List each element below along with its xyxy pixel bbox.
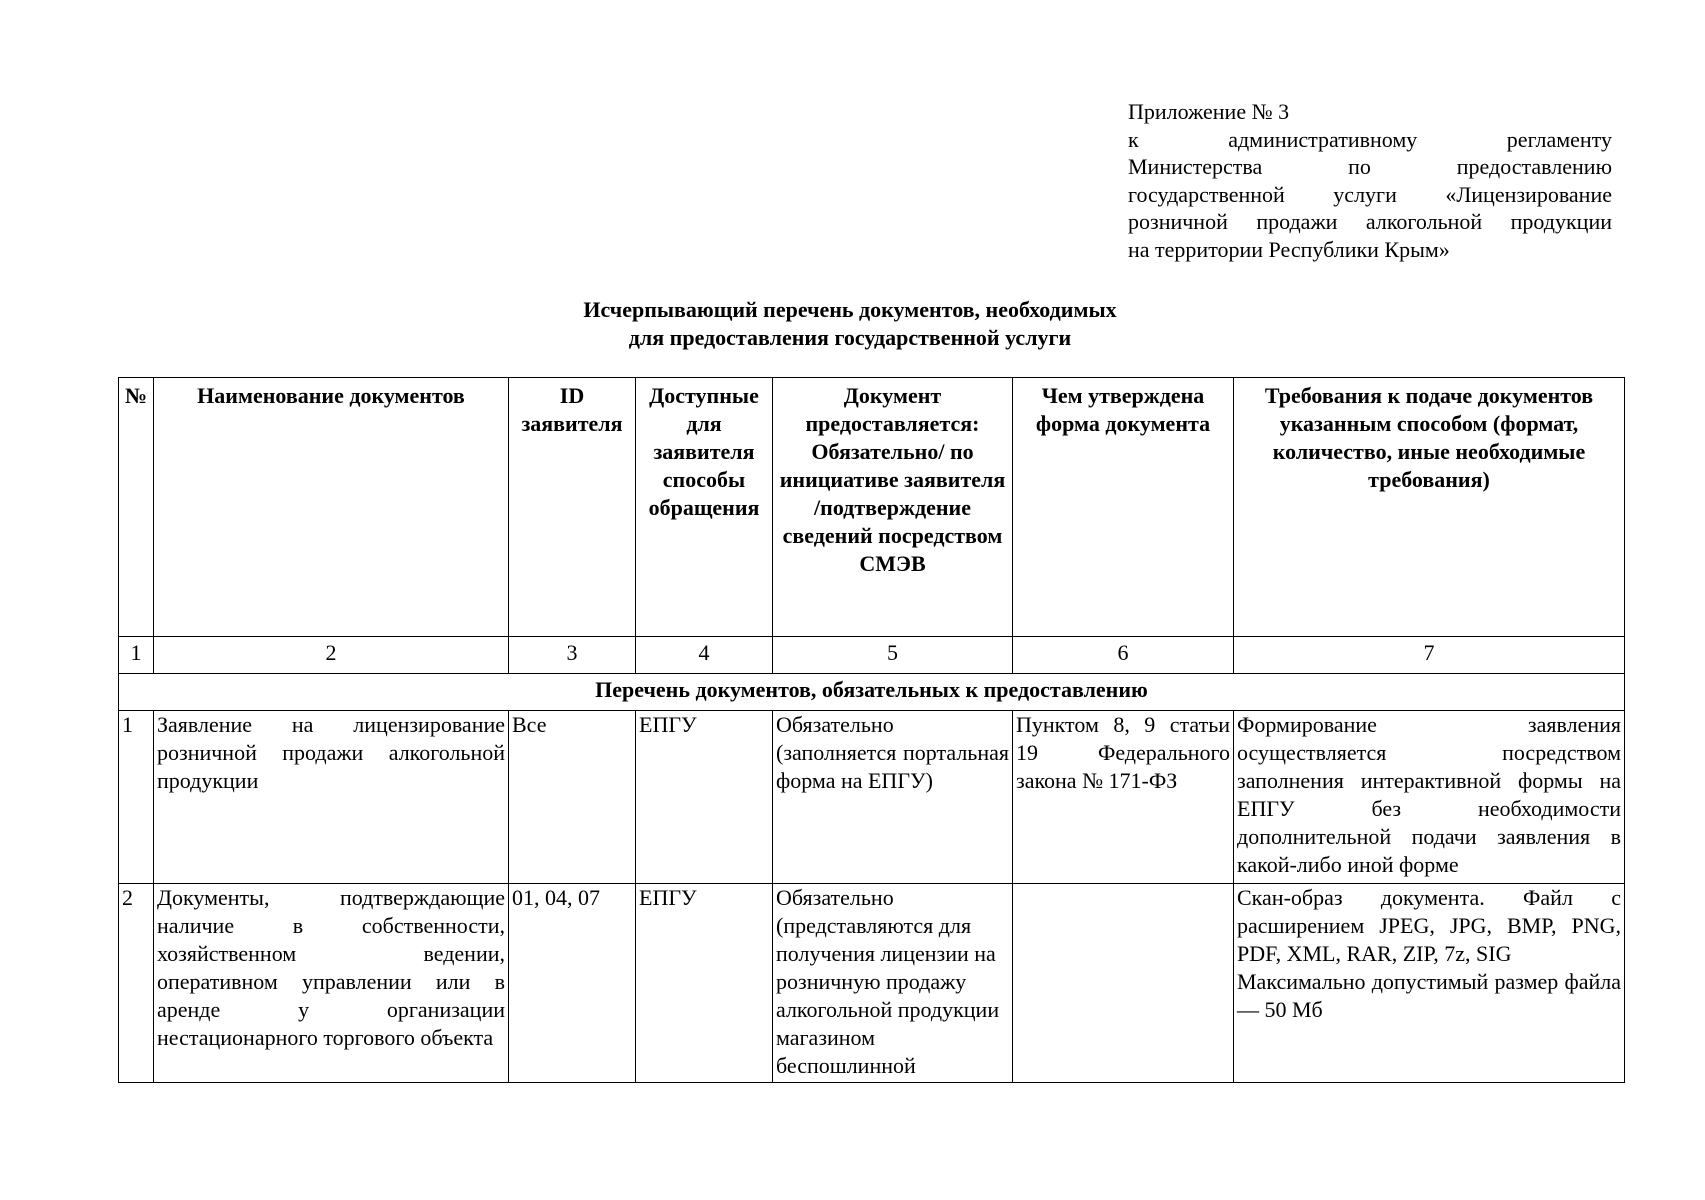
row-provision: Обязательно (заполняется портальная форма на ЕПГУ) [773,711,1013,884]
document-title [400,296,1300,352]
section-header-row [119,674,1625,711]
column-number: 2 [154,637,509,674]
row-channels: ЕПГУ [636,884,773,1083]
documents-table [118,377,1625,1083]
row-provision: Обязательно (представляются для получения лицензии на розничную продажу алкогольной продукции магазином беспошлинной [773,884,1013,1083]
column-number: 4 [636,637,773,674]
requirements-line: Максимально допустимый размер файла — 50 Мб [1237,969,1621,1022]
column-number: 6 [1013,637,1234,674]
row-form-basis: Пунктом 8, 9 статьи 19 Федерального закона № 171-ФЗ [1013,711,1234,884]
row-requirements: Формирование заявления осуществляется посредством заполнения интерактивной формы на ЕПГУ без необходимости дополнительной подачи заявления в какой-либо иной форме [1234,711,1625,884]
appendix-line: государственной услуги «Лицензирование [1128,181,1612,207]
appendix-line: к административному регламенту [1128,126,1612,152]
row-applicant-id: 01, 04, 07 [509,884,636,1083]
appendix-line: на территории Республики Крым» [1128,236,1450,262]
table-row [119,884,1625,1083]
header-cell-form-basis: Чем утверждена форма документа [1013,378,1234,637]
row-channels: ЕПГУ [636,711,773,884]
requirements-line: Скан-образ документа. Файл с расширением JPEG, JPG, BMP, PNG, PDF, XML, RAR, ZIP, 7z, SIG [1237,885,1621,966]
header-cell-requirements: Требования к подаче документов указанным способом (формат, количество, иные необходимые требования) [1234,378,1625,637]
section-title: Перечень документов, обязательных к предоставлению [119,674,1625,711]
table-row [119,711,1625,884]
row-number: 2 [119,884,154,1083]
column-number: 3 [509,637,636,674]
row-applicant-id: Все [509,711,636,884]
column-number-row [119,637,1625,674]
row-form-basis [1013,884,1234,1083]
column-number: 5 [773,637,1013,674]
row-requirements [1234,884,1625,1083]
appendix-line: розничной продажи алкогольной продукции [1128,209,1612,234]
appendix-line: Министерства по предоставлению [1128,154,1612,179]
header-cell-document-name: Наименование документов [154,378,509,637]
document-title-line: для предоставления государственной услуги [628,325,1072,350]
header-cell-number: № [119,378,154,637]
appendix-line: Приложение № 3 [1128,99,1290,124]
column-number: 7 [1234,637,1625,674]
row-document-name: Заявление на лицензирование розничной продажи алкогольной продукции [154,711,509,884]
row-number: 1 [119,711,154,884]
table-header-row [119,378,1625,637]
document-title-line: Исчерпывающий перечень документов, необходимых [583,297,1117,322]
row-document-name: Документы, подтверждающие наличие в собственности, хозяйственном ведении, оперативном управлении или в аренде у организации нестационарного торгового объекта [154,884,509,1083]
appendix-block [1128,98,1612,263]
header-cell-applicant-id: ID заявителя [509,378,636,637]
column-number: 1 [119,637,154,674]
header-cell-provision: Документ предоставляется: Обязательно/ по инициативе заявителя /подтверждение сведений посредством СМЭВ [773,378,1013,637]
header-cell-channels: Доступные для заявителя способы обращения [636,378,773,637]
